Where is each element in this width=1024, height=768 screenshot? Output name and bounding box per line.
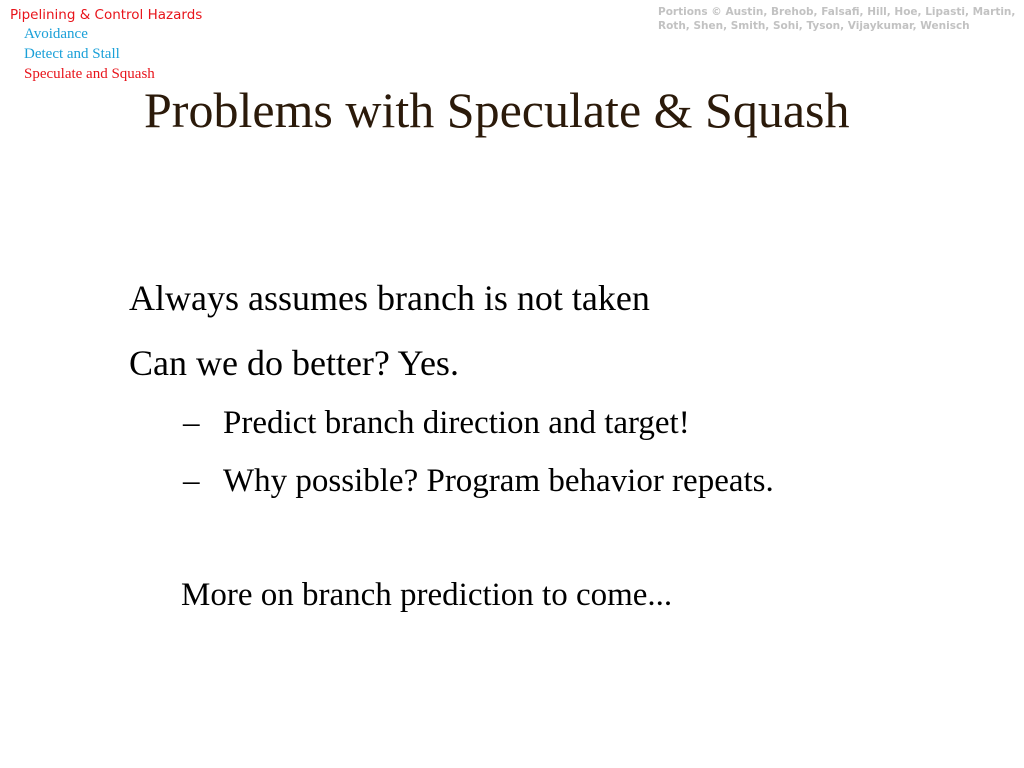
sub-bullet-why-possible-text: Why possible? Program behavior repeats. [223,463,774,499]
dash-marker: – [183,463,200,499]
nav-item-speculate-and-squash[interactable]: Speculate and Squash [24,66,155,82]
sub-bullet-why-possible [183,461,774,501]
sub-bullet-predict [183,403,690,443]
nav-item-avoidance[interactable]: Avoidance [24,26,88,42]
dash-marker: – [183,405,200,441]
slide-title: Problems with Speculate & Squash [144,82,850,138]
sub-bullet-predict-text: Predict branch direction and target! [223,405,690,441]
closing-note: More on branch prediction to come... [181,577,673,613]
bullet-not-taken: Always assumes branch is not taken [129,278,650,318]
bullet-do-better: Can we do better? Yes. [129,343,459,383]
credits-line-2: Roth, Shen, Smith, Sohi, Tyson, Vijaykumar, Wenisch [658,20,970,32]
nav-section-title[interactable]: Pipelining & Control Hazards [10,7,203,23]
section-navigation [10,6,202,84]
copyright-credits [658,5,1015,33]
credits-line-1: Portions © Austin, Brehob, Falsafi, Hill, Hoe, Lipasti, Martin, [658,6,1016,18]
nav-item-detect-and-stall[interactable]: Detect and Stall [24,46,120,62]
